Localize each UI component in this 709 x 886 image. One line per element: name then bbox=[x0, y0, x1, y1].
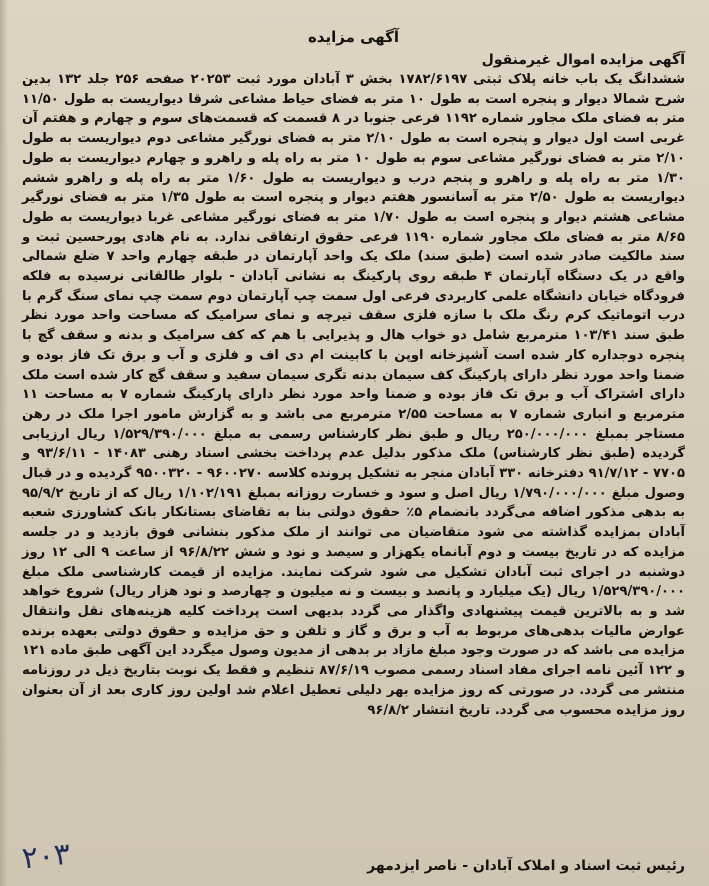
notice-body: ششدانگ یک باب خانه پلاک ثبتی ۱۷۸۲/۶۱۹۷ بخش ۳ آبادان مورد ثبت ۲۰۲۵۳ صفحه ۲۵۶ جلد ۱۳۲ بدین شرح شمالا دیوار و پنجره است به طول ۱۰ متر به فضای حیاط مشاعی شرقا دیواریست به طول ۱۱/۵۰ متر به فضای ملک مجاور شماره ۱۱۹۲ فرعی جنوبا در ۸ قسمت که قسمت‌های سوم و چهارم و هفتم آن غربی است اول دیوار و پنجره است به طول ۲/۱۰ متر به فضای نورگیر مشاعی دوم دیواریست به طول ۲/۱۰ متر به فضای نورگیر مشاعی سوم به طول ۱۰ متر به راه پله و راهرو و چهارم دیواریست به طول ۱/۳۰ متر به راه پله و راهرو و پنجم درب و دیواریست به طول ۱/۶۰ متر به راه پله و راهرو ششم دیواریست به طول ۲/۵۰ متر به آسانسور هفتم دیوار و پنجره است به طول ۱/۳۵ متر به فضای نورگیر مشاعی هشتم دیوار و پنجره است به طول ۱/۷۰ متر به فضای نورگیر مشاعی غربا دیواریست به طول ۸/۶۵ متر به فضای ملک مجاور شماره ۱۱۹۰ فرعی حقوق ارتفاقی ندارد. به نام هادی پورحسین ثبت و سند مالکیت صادر شده است (طبق سند) ملک یک واحد آپارتمان در طبقه چهارم واحد ۷ ضلع شمالی واقع در یک دستگاه آپارتمان ۴ طبقه روی پارکینگ به نشانی آبادان - بلوار طالقانی نرسیده به فلکه فرودگاه خیابان دانشگاه علمی کاربردی فرعی اول سمت چپ آپارتمان دوم سمت چپ نمای سنگ گرم با درب اتوماتیک کرم رنگ ملک با سازه فلزی سقف تیرچه و نمای سرامیک که مساحت واحد مورد نظر طبق سند ۱۰۳/۴۱ مترمربع شامل دو خواب هال و پذیرایی با هم که کف سرامیک و بدنه و سقف گچ با پنجره دوجداره کار شده است آشپزخانه اوپن با کابینت ام دی اف و فلزی و آب و برق تک فاز بوده و ضمنا واحد مورد نظر دارای پارکینگ کف سیمان بدنه تگری سیمان سفید و سقف گچ کار شده است ملک دارای اشتراک آب و برق تک فاز بوده و ضمنا واحد مورد نظر دارای پارکینگ شماره ۷ به مساحت ۱۱ مترمربع و انباری شماره ۷ به مساحت ۲/۵۵ مترمربع می باشد و به گزارش مامور اجرا ملک در رهن مستاجر بمبلغ ۲۵۰/۰۰۰/۰۰۰ ریال و طبق نظر کارشناس رسمی به مبلغ ۱/۵۲۹/۳۹۰/۰۰۰ ریال ارزیابی گردیده (طبق نظر کارشناس) ملک مذکور بدلیل عدم پرداخت بخشی اسناد رهنی ۱۴۰۸۳ - ۹۳/۶/۱۱ و ۷۷۰۵ - ۹۱/۷/۱۲ دفترخانه ۳۳۰ آبادان منجر به تشکیل پرونده کلاسه ۹۶۰۰۲۷۰ - ۹۵۰۰۳۲۰ گردیده و در قبال وصول مبلغ ۱/۷۹۰/۰۰۰/۰۰۰ ریال اصل و سود و خسارت روزانه بمبلغ ۱/۱۰۲/۱۹۱ ریال که از تاریخ ۹۵/۹/۲ به بدهی مذکور اضافه می‌گردد بانضمام ۵٪ حقوق دولتی بنا به تقاضای بستانکار بانک کشاورزی شعبه آبادان بمزایده گذاشته می شود متقاضیان می توانند از ملک مذکور بنشانی فوق بازدید و در جلسه مزایده که در تاریخ بیست و دوم آبانماه یکهزار و سیصد و نود و شش ۹۶/۸/۲۲ از ساعت ۹ الی ۱۲ روز دوشنبه در اجرای ثبت آبادان تشکیل می شود شرکت نمایند. مزایده از قیمت کارشناسی ملک مبلغ ۱/۵۲۹/۳۹۰/۰۰۰ ریال (یک میلیارد و پانصد و بیست و نه میلیون و چهارصد و نود هزار ریال) شروع خواهد شد و به بالاترین قیمت پیشنهادی واگذار می گردد بدیهی است پرداخت کلیه هزینه‌های نقل وانتقال عوارض مالیات بدهی‌های مربوط به آب و برق و گاز و تلفن و حق مزایده و حقوق دولتی بعهده برنده مزایده می باشد که در صورت وجود مبلغ مازاد بر بدهی از مدیون وصول میگردد این آگهی طبق ماده ۱۲۱ و ۱۲۲ آئین نامه اجرای مفاد اسناد رسمی مصوب ۸۷/۶/۱۹ تنظیم و فقط یک نوبت بتاریخ ذیل در روزنامه منتشر می گردد. در صورتی که روز مزایده بهر دلیلی تعطیل اعلام شد اولین روز کاری بعد از آن بعنوان روز مزایده محسوب می گردد. تاریخ انتشار ۹۶/۸/۲ bbox=[22, 72, 686, 718]
notice-subtitle: آگهی مزایده اموال غیرمنقول bbox=[481, 52, 685, 68]
notice-footer bbox=[20, 836, 685, 877]
paper-edge-shadow bbox=[0, 0, 8, 886]
signature-line: رئیس ثبت اسناد و املاک آبادان - ناصر ایزدمهر bbox=[367, 858, 685, 874]
handwritten-mark: ۲۰۳ bbox=[20, 836, 73, 877]
notice-title: آگهی مزایده bbox=[307, 28, 400, 46]
